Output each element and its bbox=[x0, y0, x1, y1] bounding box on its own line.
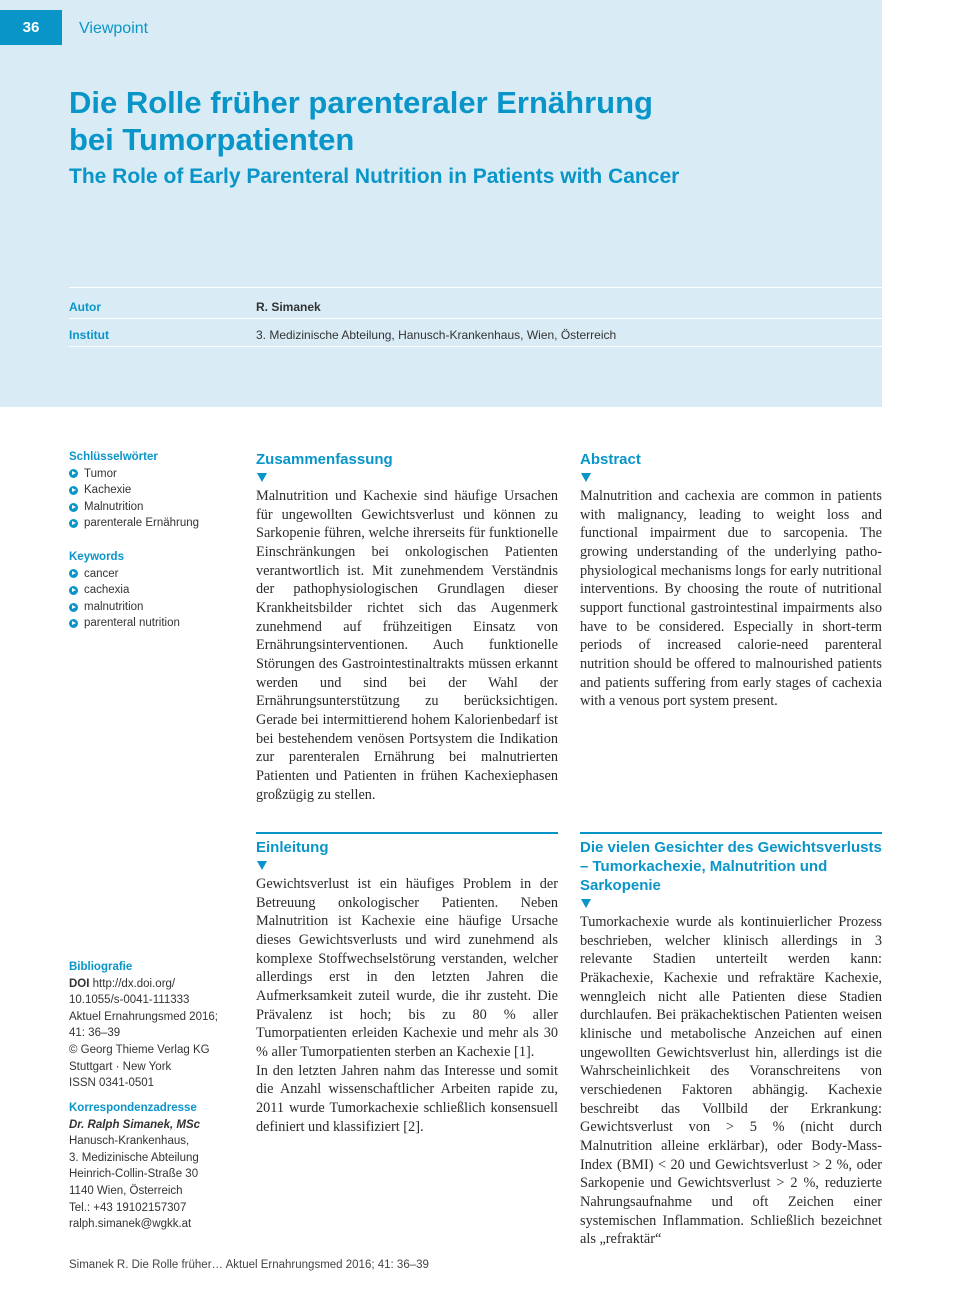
abstract-heading: Abstract bbox=[580, 451, 641, 468]
article-title bbox=[69, 84, 849, 158]
keyword-item: malnutrition bbox=[69, 599, 239, 616]
doi-label: DOI bbox=[69, 977, 90, 990]
institute-label: Institut bbox=[69, 328, 109, 342]
issn: ISSN 0341-0501 bbox=[69, 1077, 155, 1090]
triangle-down-icon bbox=[581, 899, 591, 908]
section-label: Viewpoint bbox=[79, 20, 149, 37]
copyright: © Georg Thieme Verlag KG bbox=[69, 1043, 210, 1056]
title-line-1: Die Rolle früher parenteraler Ernährung bbox=[69, 85, 653, 120]
einleitung-paragraph-1: Gewichtsverlust ist ein häufiges Problem in der Betreuung onkologischer Patienten. Neben Malnutrition ist Kachexie eine häufige Ursache dieses Gewichtsverlusts und wird zunehmend als komplexe Stoffwechselstörung verstanden, welcher allerdings erst in den letzten Jahren die Aufmerksamkeit zuteil wurde, die ihr zusteht. Die Prävalenz ist hoch; bis zu 80 % aller Tumorpatienten erleiden Kachexie und mehr als 30 % aller Tumorpatienten sterben an Kachexie [1]. bbox=[256, 876, 558, 1060]
bullet-arrow-icon bbox=[69, 486, 78, 495]
bullet-arrow-icon bbox=[69, 619, 78, 628]
footer-citation: Simanek R. Die Rolle früher… Aktuel Ernahrungsmed 2016; 41: 36–39 bbox=[69, 1259, 429, 1271]
address-line: 3. Medizinische Abteilung bbox=[69, 1151, 199, 1164]
author-label: Autor bbox=[69, 300, 101, 314]
doi-link[interactable]: http://dx.doi.org/ bbox=[92, 977, 176, 990]
keyword-item: Malnutrition bbox=[69, 499, 239, 516]
divider bbox=[69, 318, 882, 319]
doi-line bbox=[69, 976, 239, 993]
korrespondenz bbox=[69, 1100, 239, 1233]
address-line: 1140 Wien, Österreich bbox=[69, 1184, 183, 1197]
abstract-section bbox=[580, 450, 882, 711]
zusammenfassung-heading: Zusammenfassung bbox=[256, 451, 393, 468]
keyword-item: cachexia bbox=[69, 582, 239, 599]
bullet-arrow-icon bbox=[69, 503, 78, 512]
keyword-item: parenterale Ernährung bbox=[69, 515, 239, 532]
institute-value: 3. Medizinische Abteilung, Hanusch-Krankenhaus, Wien, Österreich bbox=[256, 328, 617, 342]
heading-rule bbox=[580, 832, 882, 834]
keywords-de-heading: Schlüsselwörter bbox=[69, 451, 158, 463]
zusammenfassung-section bbox=[256, 450, 558, 804]
divider bbox=[69, 346, 882, 347]
journal-line-2: 41: 36–39 bbox=[69, 1027, 121, 1040]
keyword-item: Kachexie bbox=[69, 482, 239, 499]
email-link[interactable]: ralph.simanek@wgkk.at bbox=[69, 1218, 192, 1231]
gesichter-section bbox=[580, 832, 882, 1249]
address-line: Hanusch-Krankenhaus, bbox=[69, 1135, 190, 1148]
bullet-arrow-icon bbox=[69, 519, 78, 528]
abstract-text: Malnutrition and cachexia are common in patients with malignancy, leading to weight loss and functional impairment due to sarcopenia. The growing understanding of the underlying patho-physiological mechanisms longs for early nutritional interventions. By choosing the route of nutritional support functional gastrointestinal impairments also have to be considered. Especially in short-term periods of increased calorie-need parenteral nutrition should be offered to malnourished patients and patients suffering from early stages of cachexia with a venous port system present. bbox=[580, 488, 882, 710]
publisher-location: Stuttgart · New York bbox=[69, 1060, 172, 1073]
address-line: Heinrich-Collin-Straße 30 bbox=[69, 1168, 199, 1181]
keywords-de bbox=[69, 449, 239, 532]
bullet-arrow-icon bbox=[69, 603, 78, 612]
einleitung-heading: Einleitung bbox=[256, 839, 329, 856]
divider bbox=[69, 287, 882, 288]
doi-line-2: 10.1055/s-0041-111333 bbox=[69, 994, 190, 1007]
keywords-en-heading: Keywords bbox=[69, 551, 124, 563]
bullet-arrow-icon bbox=[69, 469, 78, 478]
einleitung-paragraph-2: In den letzten Jahren nahm das Interesse und somit die Anzahl wissenschaftlicher Arbeiten rapide zu, 2011 wurde Tumorkachexie schließlich konsensuell definiert und klassifiziert [2]. bbox=[256, 1062, 558, 1135]
bullet-arrow-icon bbox=[69, 569, 78, 578]
keyword-item: cancer bbox=[69, 566, 239, 583]
page-number: 36 bbox=[0, 10, 62, 45]
korrespondenz-heading: Korrespondenzadresse bbox=[69, 1102, 197, 1114]
bullet-arrow-icon bbox=[69, 586, 78, 595]
phone: Tel.: +43 19102157307 bbox=[69, 1201, 187, 1214]
einleitung-section bbox=[256, 832, 558, 1136]
triangle-down-icon bbox=[257, 473, 267, 482]
title-line-2: bei Tumorpatienten bbox=[69, 122, 355, 157]
heading-rule bbox=[256, 832, 558, 834]
triangle-down-icon bbox=[581, 473, 591, 482]
bibliografie bbox=[69, 959, 239, 1092]
triangle-down-icon bbox=[257, 861, 267, 870]
article-subtitle: The Role of Early Parenteral Nutrition in Patients with Cancer bbox=[69, 165, 680, 188]
journal-line-1: Aktuel Ernahrungsmed 2016; bbox=[69, 1010, 218, 1023]
gesichter-text: Tumorkachexie wurde als kontinuierlicher Prozess beschrieben, welcher klinisch allerdings in 3 relevante Stadien unterteilt werden kann: Präkachexie, Kachexie und refraktäre Kachexie, wenngleich nicht alle Patienten diese Stadien durchlaufen. Bei präkachektischen Patienten weisen klinische und metabolische Anzeichen auf einen ungewollten Gewichtsverlust hin, allerdings ist die Wahrscheinlichkeit des Voranschreitens von verschiedenen Faktoren abhängig. Kachexie beschreibt das Vollbild der Erkrankung: Gewichtsverlust von > 5 % (nicht durch Malnutrition alleine erklärbar), oder Body-Mass-Index (BMI) < 20 und Gewichtsverlust > 2 %, oder Sarkopenie und Gewichtsverlust > 2 %, reduzierte Nahrungsaufnahme und oft Zeichen einer systemischen Inflammation. Schließlich bezeichnet als „refraktär“ bbox=[580, 914, 882, 1248]
correspondent-name: Dr. Ralph Simanek, MSc bbox=[69, 1118, 201, 1131]
keyword-item: parenteral nutrition bbox=[69, 615, 239, 632]
keyword-item: Tumor bbox=[69, 466, 239, 483]
zusammenfassung-text: Malnutrition und Kachexie sind häufige Ursachen für ungewollten Gewichtsverlust und können zu Sarkopenie führen, welche ihrerseits für funktionelle Einschränkungen bei onkologischen Patienten verantwortlich ist. Mit zunehmendem Verständnis der pathophysiologischen Grundlagen dieser Krankheitsbilder richtet sich das Augenmerk zunehmend auf frühzeitigen Einsatz von Ernährungsinterventionen. Auch funktionelle Störungen des Gastrointestinaltrakts müssen erkannt werden und sind bei der Wahl der Ernährungsunterstützung zu berücksichtigen. Gerade bei intermittierend hohem Kalorienbedarf ist bei bestehendem venösen Portsystem die Indikation zur parenteralen Ernährung bei malnutrierten Patienten und Patienten in frühen Kachexiephasen großzügig zu stellen. bbox=[256, 488, 558, 803]
author-value: R. Simanek bbox=[256, 300, 321, 314]
bibliografie-heading: Bibliografie bbox=[69, 961, 133, 973]
keywords-en bbox=[69, 549, 239, 632]
gesichter-heading: Die vielen Gesichter des Gewichtsverlusts – Tumorkachexie, Malnutrition und Sarkopenie bbox=[580, 839, 882, 894]
